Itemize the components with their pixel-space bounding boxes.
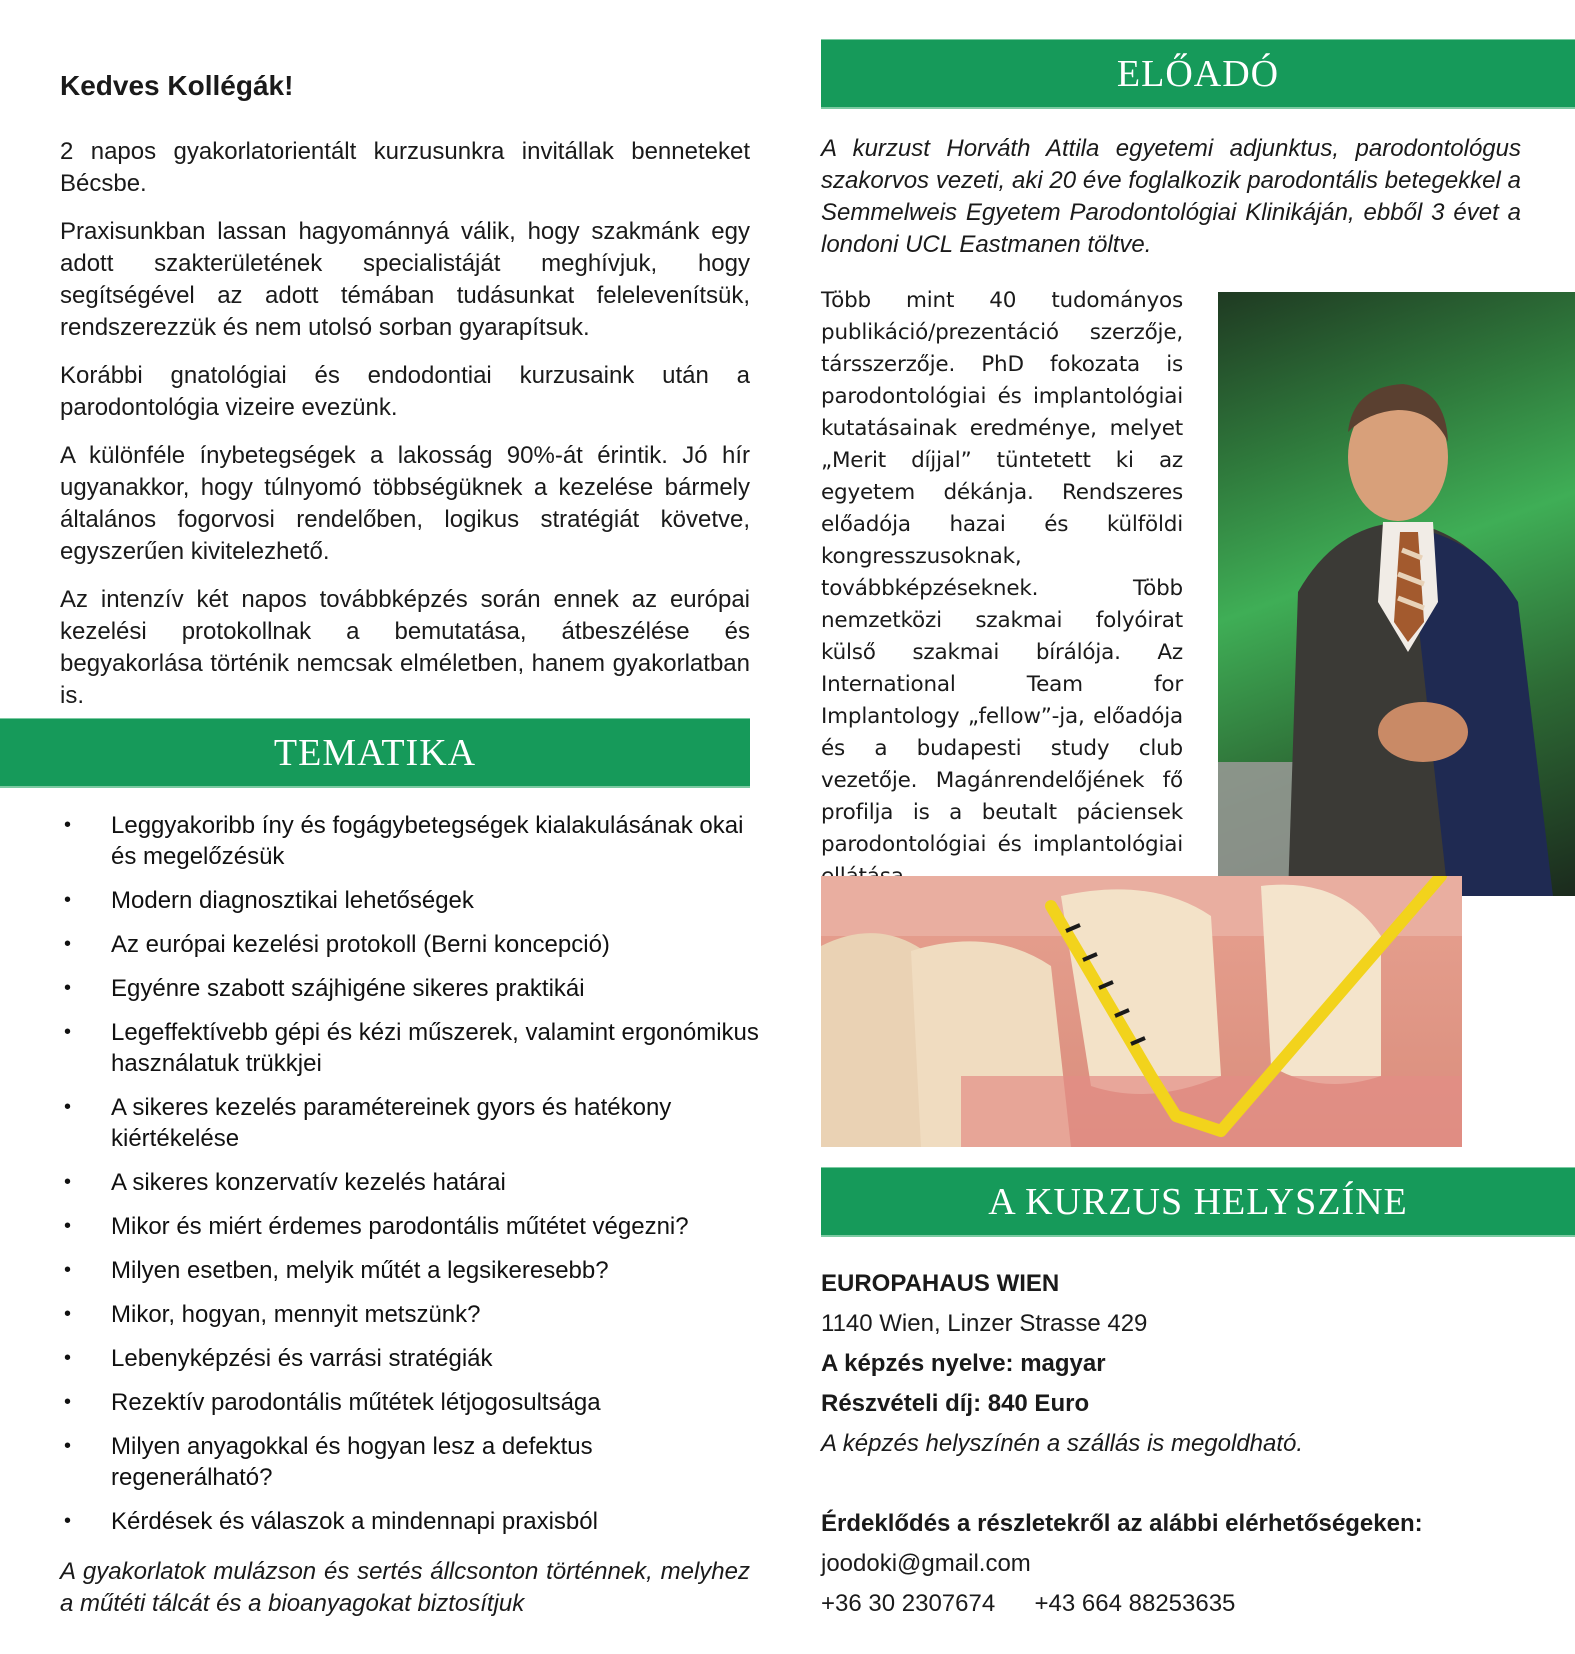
topics-list xyxy=(60,810,760,1550)
list-item xyxy=(60,1387,760,1418)
dental-photo xyxy=(821,876,1462,1147)
list-item xyxy=(60,1299,760,1330)
venue-address: 1140 Wien, Linzer Strasse 429 xyxy=(821,1310,1148,1337)
list-item xyxy=(60,1431,760,1493)
practice-note-text: A gyakorlatok mulázson és sertés állcsonton történnek, melyhez a műtéti tálcát és a bioanyagokat biztosítjuk xyxy=(60,1558,750,1617)
topic-text: Lebenyképzési és varrási stratégiák xyxy=(111,1345,493,1372)
speaker-figure-icon xyxy=(1218,292,1575,896)
course-language: A képzés nyelve: magyar xyxy=(821,1350,1106,1377)
list-item xyxy=(60,929,760,960)
topic-text: Kérdések és válaszok a mindennapi praxisból xyxy=(111,1508,598,1535)
list-item xyxy=(60,1343,760,1374)
paragraph: A különféle ínybetegségek a lakosság 90%-át érintik. Jó hír ugyanakkor, hogy túlnyomó többségüknek a kezelése bármely általános fogorvosi rendelőben, logikus stratégiát követve, egyszerűen kivitelezhető. xyxy=(60,442,750,565)
contact-email[interactable]: joodoki@gmail.com xyxy=(821,1550,1031,1577)
eloado-banner xyxy=(821,39,1575,109)
paragraph: Az intenzív két napos továbbképzés során ennek az európai kezelési protokollnak a bemutatása, átbeszélése és begyakorlása történik nemcsak elméletben, hanem gyakorlatban is. xyxy=(60,586,750,709)
topic-text: Mikor, hogyan, mennyit metszünk? xyxy=(111,1301,481,1328)
topic-text: A sikeres konzervatív kezelés határai xyxy=(111,1169,506,1196)
list-item xyxy=(60,1167,760,1198)
venue-title: A KURZUS HELYSZÍNE xyxy=(988,1180,1408,1223)
phone-at[interactable]: +43 664 88253635 xyxy=(1034,1590,1236,1617)
bullet-icon: • xyxy=(64,1096,72,1118)
practice-note xyxy=(60,1556,750,1620)
venue-details xyxy=(821,1264,1541,1624)
bullet-icon: • xyxy=(64,1391,72,1413)
intro-text xyxy=(60,136,750,728)
contact-phones xyxy=(821,1584,1541,1624)
bullet-icon: • xyxy=(64,889,72,911)
venue-name: EUROPAHAUS WIEN xyxy=(821,1270,1060,1297)
topic-text: Leggyakoribb íny és fogágybetegségek kialakulásának okai és megelőzésük xyxy=(111,812,744,870)
paragraph: Praxisunkban lassan hagyománnyá válik, hogy szakmánk egy adott szakterületének specialistáját meghívjuk, hogy segítségével az adott témában tudásunkat felelevenítsük, rendszerezzük és nem utolsó sorban gyarapítsuk. xyxy=(60,218,750,341)
topic-text: Legeffektívebb gépi és kézi műszerek, valamint ergonómikus használatuk trükkjei xyxy=(111,1019,759,1077)
tematika-title: TEMATIKA xyxy=(273,731,477,774)
topic-text: Az európai kezelési protokoll (Berni koncepció) xyxy=(111,931,610,958)
list-item xyxy=(60,885,760,916)
bullet-icon: • xyxy=(64,1021,72,1043)
speaker-intro-text: A kurzust Horváth Attila egyetemi adjunktus, parodontológus szakorvos vezeti, aki 20 éve foglalkozik parodontális betegekkel a Semmelweis Egyetem Parodontológiai Klinikáján, ebből 3 évet a londoni UCL Eastmanen töltve. xyxy=(821,135,1521,258)
bullet-icon: • xyxy=(64,933,72,955)
speaker-bio-text: Több mint 40 tudományos publikáció/prezentáció szerzője, társszerzője. PhD fokozata is parodontológiai és implantológiai kutatásainak eredménye, melyet „Merit díjjal” tüntetett ki az egyetem dékánja. Rendszeres előadója hazai és külföldi kongresszusoknak, továbbképzéseknek. Több nemzetközi szakmai folyóirat külső szakmai bírálója. Az International Team for Implantology „fellow”-ja, előadója és a budapesti study club vezetője. Magánrendelőjének fő profilja is a beutalt páciensek parodontológiai és implantológiai xyxy=(821,288,1183,857)
periodontal-probe-icon xyxy=(821,876,1462,1147)
topic-text: Milyen esetben, melyik műtét a legsikeresebb? xyxy=(111,1257,609,1284)
speaker-photo xyxy=(1218,292,1575,896)
eloado-title: ELŐADÓ xyxy=(1116,52,1280,95)
list-item xyxy=(60,1017,760,1079)
phone-hu[interactable]: +36 30 2307674 xyxy=(821,1590,996,1617)
topic-text: Modern diagnosztikai lehetőségek xyxy=(111,887,474,914)
topic-text: A sikeres kezelés paramétereinek gyors és hatékony kiértékelése xyxy=(111,1094,672,1152)
bullet-icon: • xyxy=(64,1259,72,1281)
tematika-banner xyxy=(0,718,750,788)
paragraph: 2 napos gyakorlatorientált kurzusunkra invitállak benneteket Bécsbe. xyxy=(60,138,750,197)
topic-text: Rezektív parodontális műtétek létjogosultsága xyxy=(111,1389,601,1416)
lodging-note: A képzés helyszínén a szállás is megoldható. xyxy=(821,1430,1304,1457)
topic-text: Egyénre szabott szájhigéne sikeres praktikái xyxy=(111,975,585,1002)
list-item xyxy=(60,810,760,872)
topic-text: Mikor és miért érdemes parodontális műtétet végezni? xyxy=(111,1213,689,1240)
list-item xyxy=(60,1092,760,1154)
speaker-intro xyxy=(821,133,1521,261)
bullet-icon: • xyxy=(64,1171,72,1193)
contact-heading: Érdeklődés a részletekről az alábbi elérhetőségeken: xyxy=(821,1510,1423,1537)
bullet-icon: • xyxy=(64,1215,72,1237)
list-item xyxy=(60,1211,760,1242)
bullet-icon: • xyxy=(64,1510,72,1532)
speaker-bio xyxy=(821,285,1183,893)
list-item xyxy=(60,1255,760,1286)
venue-banner xyxy=(821,1167,1575,1237)
paragraph: Korábbi gnatológiai és endodontiai kurzusaink után a parodontológia vizeire evezünk. xyxy=(60,362,750,421)
bullet-icon: • xyxy=(64,1303,72,1325)
bullet-icon: • xyxy=(64,1435,72,1457)
list-item xyxy=(60,973,760,1004)
bullet-icon: • xyxy=(64,977,72,999)
bullet-icon: • xyxy=(64,814,72,836)
bullet-icon: • xyxy=(64,1347,72,1369)
topic-text: Milyen anyagokkal és hogyan lesz a defektus regenerálható? xyxy=(111,1433,593,1491)
course-fee: Részvételi díj: 840 Euro xyxy=(821,1390,1090,1417)
greeting-text: Kedves Kollégák! xyxy=(60,70,294,101)
greeting xyxy=(60,70,293,102)
list-item xyxy=(60,1506,760,1537)
